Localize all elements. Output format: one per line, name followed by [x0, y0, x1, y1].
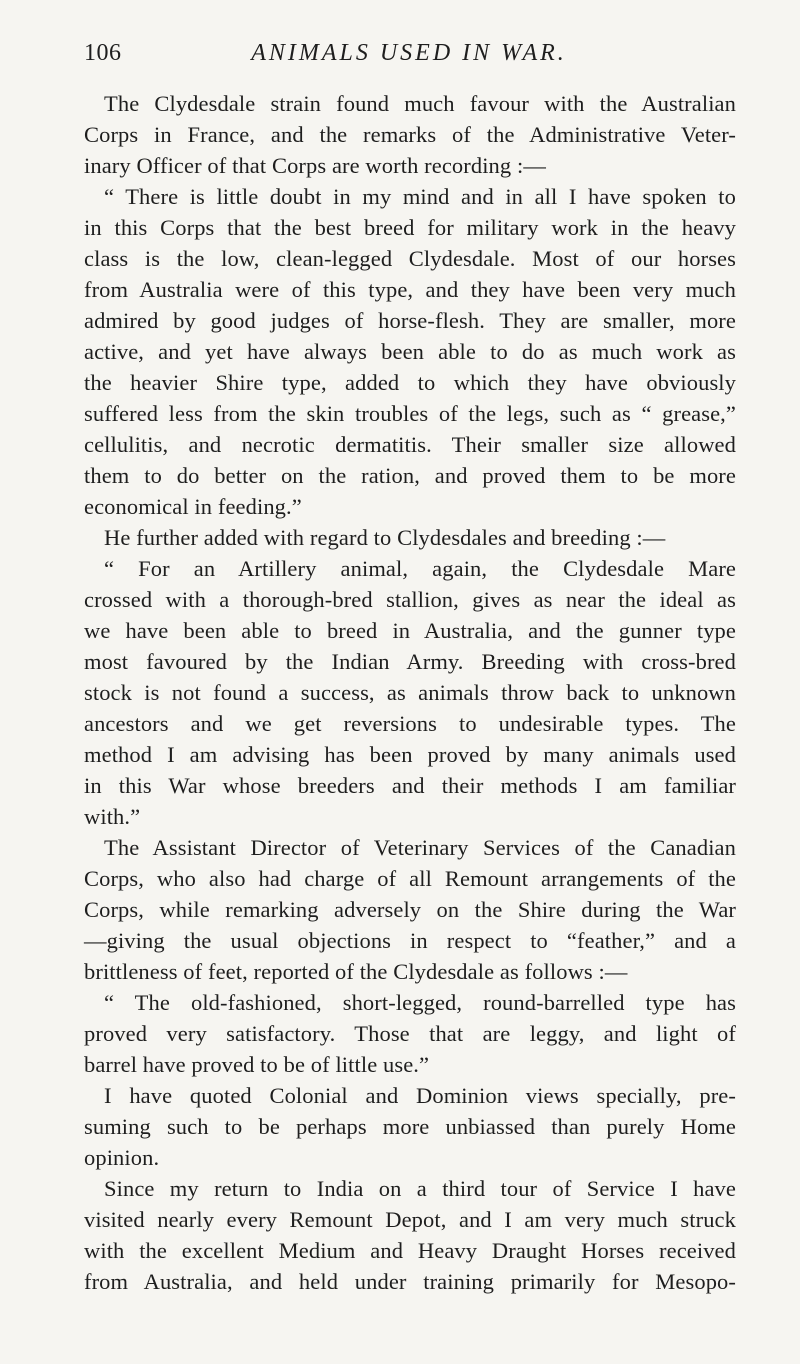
text-line: cellulitis, and necrotic dermatitis. Their smaller size allowed: [84, 432, 736, 457]
text-line: in this Corps that the best breed for military work in the heavy: [84, 215, 736, 240]
text-line: opinion.: [84, 1145, 160, 1170]
text-line: them to do better on the ration, and proved them to be more: [84, 463, 736, 488]
text-line: ancestors and we get reversions to undesirable types. The: [84, 711, 736, 736]
text-line: He further added with regard to Clydesdales and breeding :—: [104, 525, 666, 550]
text-line: “ The old-fashioned, short-legged, round-barrelled type has: [104, 990, 736, 1015]
text-line: with.”: [84, 804, 141, 829]
text-line: proved very satisfactory. Those that are leggy, and light of: [84, 1021, 736, 1046]
page-number: 106: [84, 40, 122, 66]
text-line: Corps in France, and the remarks of the Administrative Veter-: [84, 122, 736, 147]
text-line: from Australia were of this type, and they have been very much: [84, 277, 736, 302]
text-line: The Assistant Director of Veterinary Services of the Canadian: [104, 835, 736, 860]
text-line: from Australia, and held under training primarily for Mesopo-: [84, 1269, 736, 1294]
text-line: Corps, while remarking adversely on the Shire during the War: [84, 897, 736, 922]
text-line: inary Officer of that Corps are worth recording :—: [84, 153, 546, 178]
text-line: we have been able to breed in Australia, and the gunner type: [84, 618, 736, 643]
text-line: stock is not found a success, as animals throw back to unknown: [84, 680, 736, 705]
text-line: class is the low, clean-legged Clydesdale. Most of our horses: [84, 246, 736, 271]
text-line: The Clydesdale strain found much favour with the Australian: [104, 91, 736, 116]
text-line: admired by good judges of horse-flesh. They are smaller, more: [84, 308, 736, 333]
text-line: —giving the usual objections in respect to “feather,” and a: [84, 928, 736, 953]
text-line: “ There is little doubt in my mind and in all I have spoken to: [104, 184, 736, 209]
text-line: Since my return to India on a third tour of Service I have: [104, 1176, 736, 1201]
text-line: Corps, who also had charge of all Remount arrangements of the: [84, 866, 736, 891]
running-title: ANIMALS USED IN WAR.: [251, 40, 567, 66]
text-line: method I am advising has been proved by many animals used: [84, 742, 736, 767]
text-line: crossed with a thorough-bred stallion, gives as near the ideal as: [84, 587, 736, 612]
text-line: visited nearly every Remount Depot, and I am very much struck: [84, 1207, 736, 1232]
text-line: active, and yet have always been able to do as much work as: [84, 339, 736, 364]
text-line: most favoured by the Indian Army. Breeding with cross-bred: [84, 649, 736, 674]
text-line: I have quoted Colonial and Dominion views specially, pre-: [104, 1083, 736, 1108]
text-line: barrel have proved to be of little use.”: [84, 1052, 430, 1077]
text-line: “ For an Artillery animal, again, the Clydesdale Mare: [104, 556, 736, 581]
page-header: [84, 40, 734, 76]
text-line: suming such to be perhaps more unbiassed than purely Home: [84, 1114, 736, 1139]
text-line: with the excellent Medium and Heavy Draught Horses received: [84, 1238, 736, 1263]
text-line: suffered less from the skin troubles of the legs, such as “ grease,”: [84, 401, 736, 426]
body-text: [84, 88, 736, 1297]
text-line: in this War whose breeders and their methods I am familiar: [84, 773, 736, 798]
text-line: the heavier Shire type, added to which they have obviously: [84, 370, 736, 395]
text-line: economical in feeding.”: [84, 494, 302, 519]
text-line: brittleness of feet, reported of the Clydesdale as follows :—: [84, 959, 628, 984]
